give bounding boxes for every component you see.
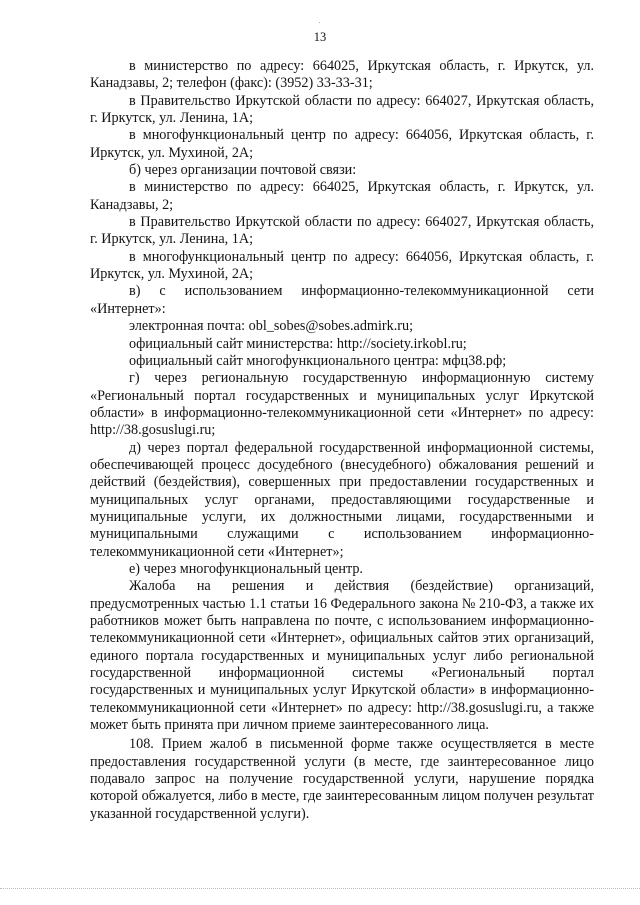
- paragraph-item-108: 108. Прием жалоб в письменной форме также осуществляется в месте предоставления государственной услуги (в месте, где заинтересованное лицо подавало запрос на получение государственной услуги, нарушение порядка которой обжалуется, либо в месте, где заинтересованным лицом получен результат указанной государственной услуги).: [90, 736, 594, 822]
- paragraph-ministry-address: в министерство по адресу: 664025, Иркутская область, г. Иркутск, ул. Канадзавы, 2; телефон (факс): (3952) 33-33-31;: [90, 58, 594, 92]
- paragraph-item-e: е) через многофункциональный центр.: [129, 560, 363, 577]
- document-body: [90, 58, 594, 823]
- paragraph-post-ministry: в министерство по адресу: 664025, Иркутская область, г. Иркутск, ул. Канадзавы, 2;: [90, 179, 594, 213]
- paragraph-item-d: д) через портал федеральной государственной информационной системы, обеспечивающей процесс досудебного (внесудебного) обжалования решений и действий (бездействия), совершенных при предоставлении государственных и муниципальных услуг органами, предоставляющими государственные и муниципальные услуги, их должностными лицами, государственными и муниципальными служащими с использованием информационно-телекоммуникационной сети «Интернет»;: [90, 439, 594, 560]
- paragraph-ministry-site: официальный сайт министерства: http://society.irkobl.ru;: [129, 335, 467, 352]
- paragraph-post-mfc: в многофункциональный центр по адресу: 664056, Иркутская область, г. Иркутск, ул. Мухиной, 2А;: [90, 248, 594, 283]
- paragraph-item-g: г) через региональную государственную информационную систему «Региональный портал государственных и муниципальных услуг Иркутской области» в информационно-телекоммуникационной сети «Интернет» по адресу: http://38.gosuslugi.ru;: [90, 370, 594, 439]
- paragraph-government-address: в Правительство Иркутской области по адресу: 664027, Иркутская область, г. Иркутск, ул. Ленина, 1А;: [90, 92, 594, 127]
- page-number: 13: [313, 30, 327, 44]
- scan-artifact: [319, 22, 320, 23]
- paragraph-mfc-site: официальный сайт многофункционального центра: мфц38.рф;: [129, 352, 507, 369]
- paragraph-mfc-address: в многофункциональный центр по адресу: 664056, Иркутская область, г. Иркутск, ул. Мухиной, 2А;: [90, 127, 594, 161]
- paragraph-item-v: в) с использованием информационно-телекоммуникационной сети «Интернет»:: [90, 283, 594, 317]
- footer-dotted-rule: [0, 888, 640, 890]
- paragraph-email: электронная почта: obl_sobes@sobes.admirk.ru;: [129, 318, 414, 335]
- paragraph-item-b: б) через организации почтовой связи:: [129, 162, 357, 179]
- paragraph-post-government: в Правительство Иркутской области по адресу: 664027, Иркутская область, г. Иркутск, ул. Ленина, 1А;: [90, 214, 594, 248]
- paragraph-complaint-organizations: Жалоба на решения и действия (бездействие) организаций, предусмотренных частью 1.1 статьи 16 Федерального закона № 210-ФЗ, а также их работников может быть направлена по почте, с использованием информационно-телекоммуникационной сети «Интернет», официальных сайтов этих организаций, единого портала государственных и муниципальных услуг либо региональной государственной информационной системы «Региональный портал государственных и муниципальных услуг Иркутской области» в информационно-телекоммуникационной сети «Интернет» по адресу: http://38.gosuslugi.ru, а также может быть принята при личном приеме заинтересованного лица.: [90, 578, 594, 734]
